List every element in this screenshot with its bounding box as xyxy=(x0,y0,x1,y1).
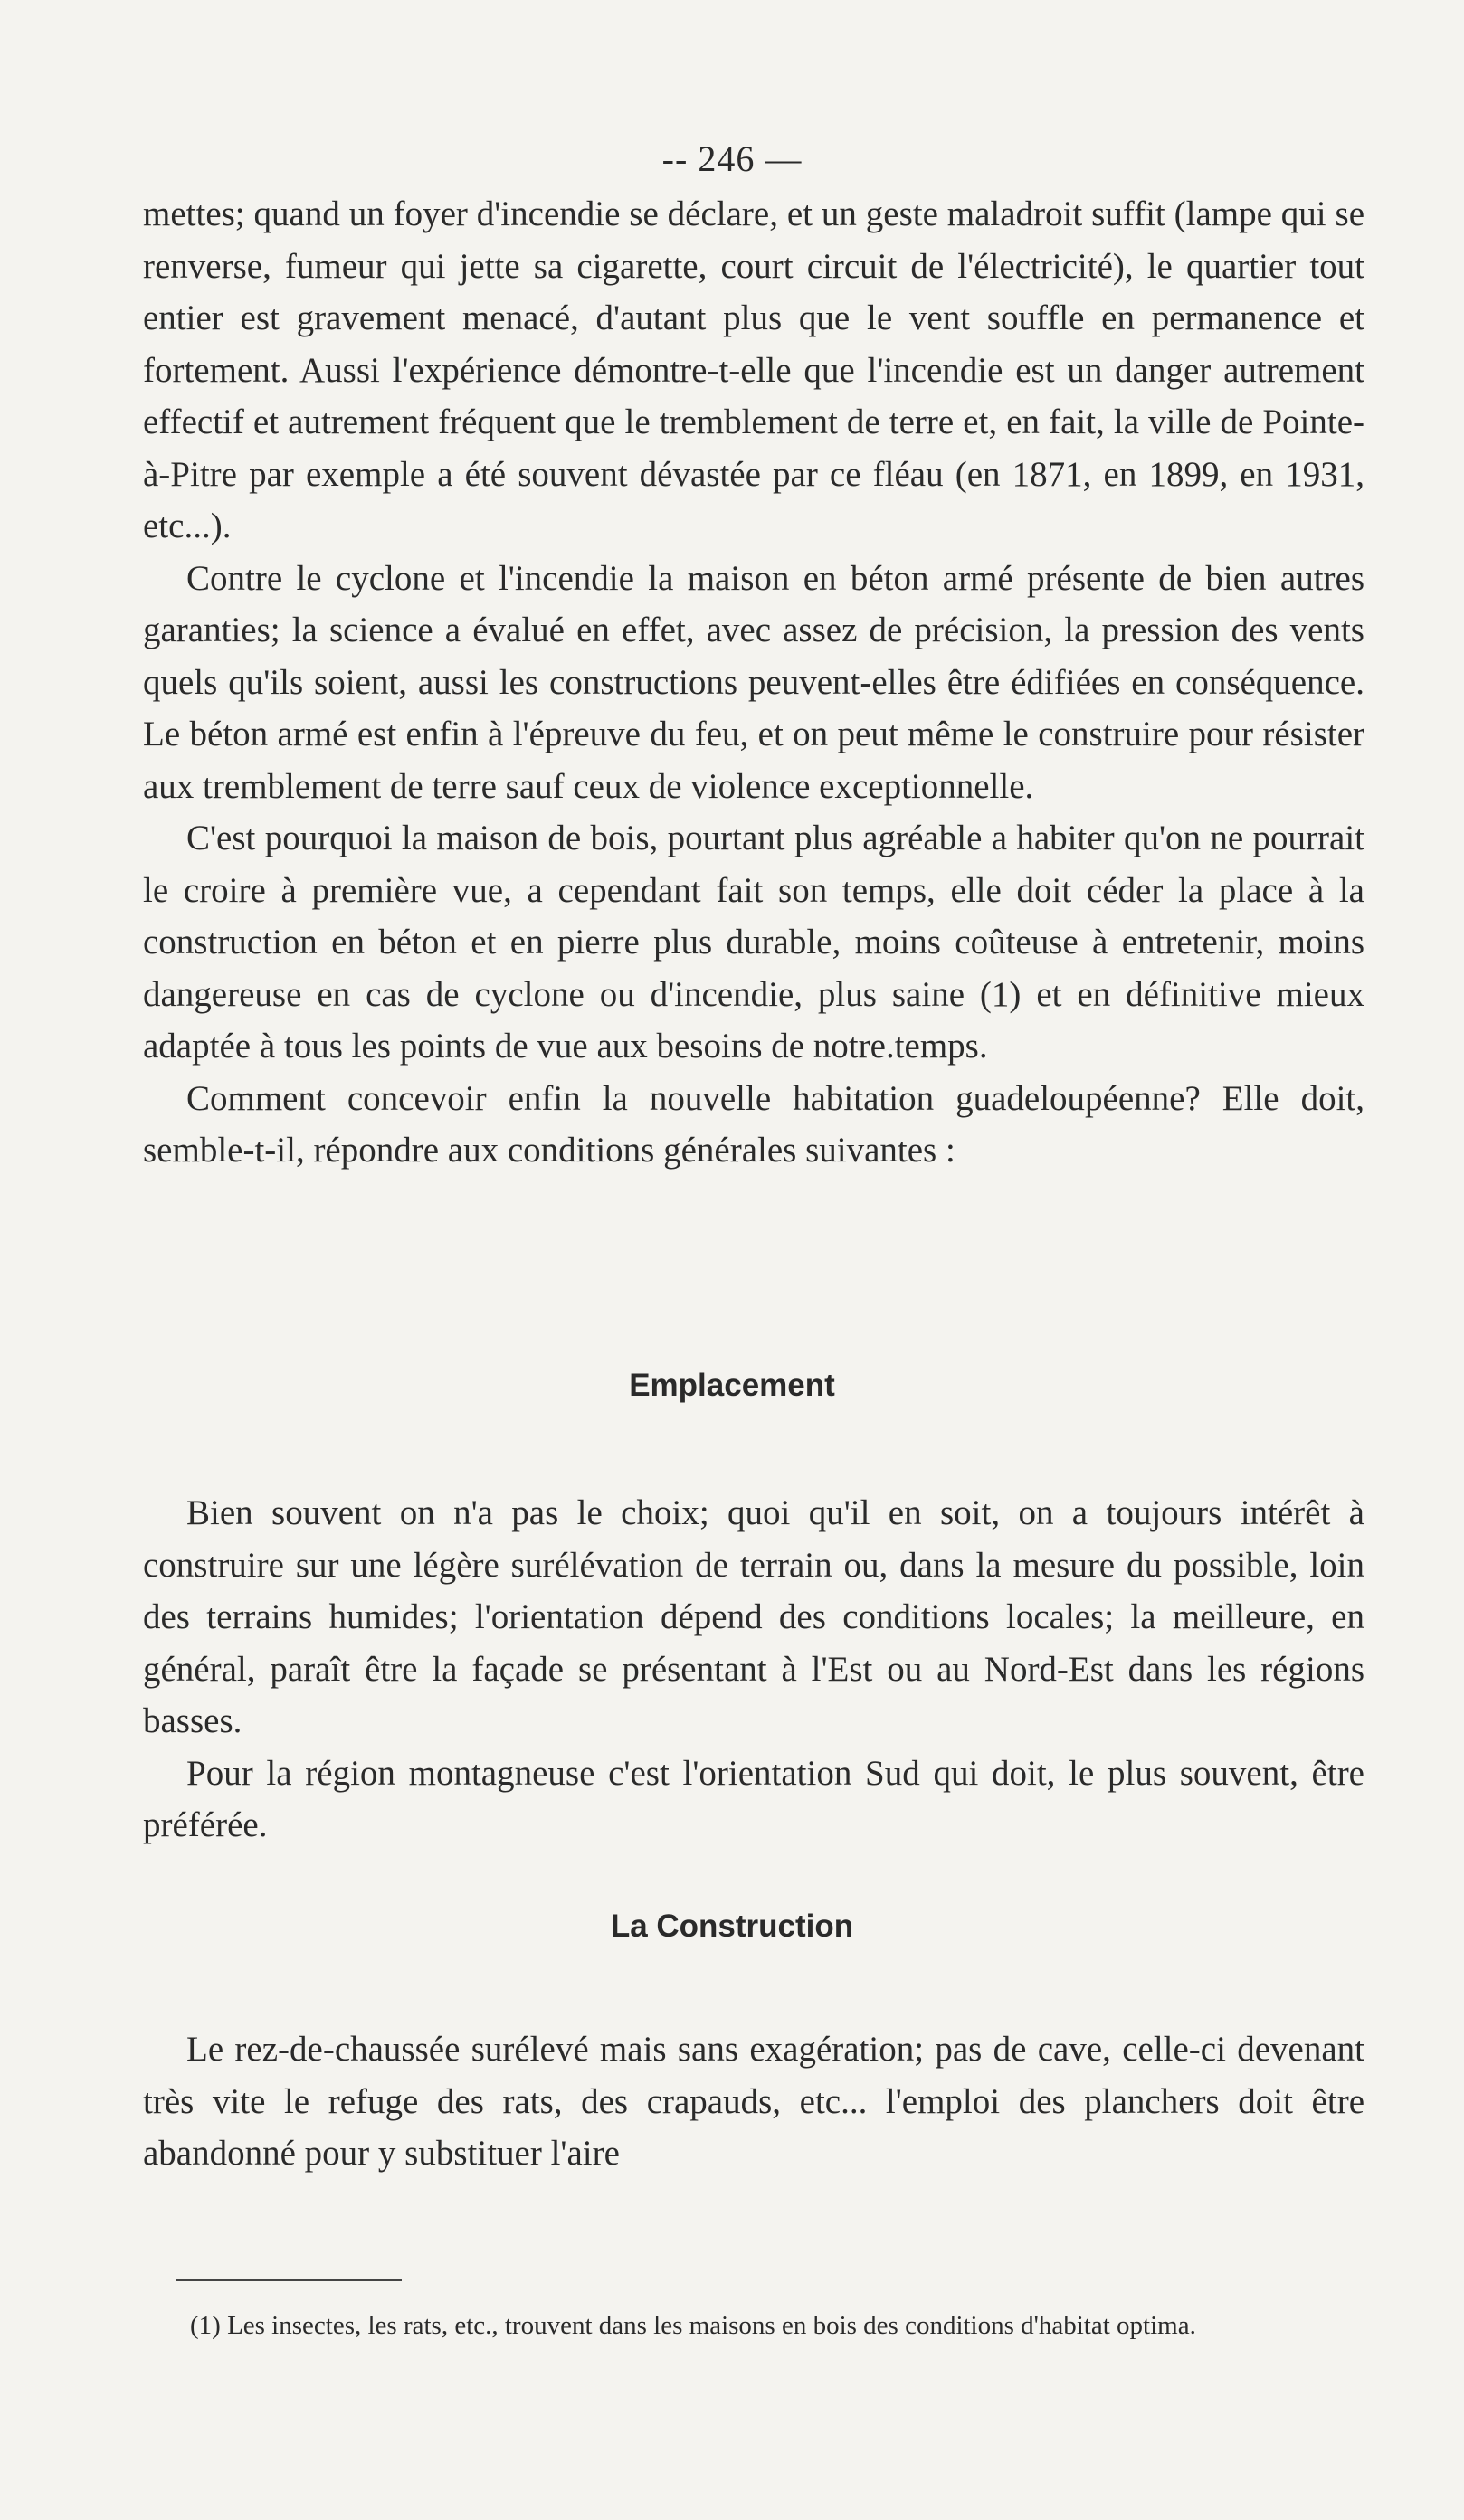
paragraph-reinforced-concrete: Contre le cyclone et l'incendie la maison en béton armé présente de bien autres garanties; la science a évalué en effet, avec assez de précision, la pression des vents quels qu'ils soient, aussi les constructions peuvent-elles être édifiées en conséquence. Le béton armé est enfin à l'épreuve du feu, et on peut même le construire pour résister aux tremblement de terre sauf ceux de violence exceptionnelle. xyxy=(143,558,1364,806)
heading-construction: La Construction xyxy=(610,1909,854,1944)
text-block-intro xyxy=(143,188,1364,1177)
footnote: (1) Les insectes, les rats, etc., trouvent dans les maisons en bois des conditions d'habitat optima. xyxy=(190,2311,1196,2340)
page-number: -- 246 — xyxy=(661,138,803,179)
paragraph-site-choice: Bien souvent on n'a pas le choix; quoi qu'il en soit, on a toujours intérêt à construire sur une légère surélévation de terrain ou, dans la mesure du possible, loin des terrains humides; l'orientation dépend des conditions locales; la meilleure, en général, paraît être la façade se présentant à l'Est ou au Nord-Est dans les régions basses. xyxy=(143,1493,1364,1740)
paragraph-new-dwelling: Comment concevoir enfin la nouvelle habitation guadeloupéenne? Elle doit, semble-t-il, répondre aux conditions générales suivantes : xyxy=(143,1078,1364,1170)
footnote-divider xyxy=(176,2279,402,2281)
text-block-emplacement xyxy=(143,1487,1364,1852)
paragraph-ground-floor: Le rez-de-chaussée surélevé mais sans exagération; pas de cave, celle-ci devenant très vite le refuge des rats, des crapauds, etc... l'emploi des planchers doit être abandonné pour y substituer l'aire xyxy=(143,2030,1364,2173)
paragraph-wooden-house: C'est pourquoi la maison de bois, pourtant plus agréable a habiter qu'on ne pourrait le croire à première vue, a cependant fait son temps, elle doit céder la place à la construction en béton et en pierre plus durable, moins coûteuse à entretenir, moins dangereuse en cas de cyclone ou d'incendie, plus saine (1) et en définitive mieux adaptée à tous les points de vue aux besoins de notre.temps. xyxy=(143,819,1364,1066)
heading-emplacement: Emplacement xyxy=(629,1368,835,1403)
paragraph-fire-risk: mettes; quand un foyer d'incendie se déclare, et un geste maladroit suffit (lampe qui se renverse, fumeur qui jette sa cigarette, court circuit de l'électricité), le quartier tout entier est gravement menacé, d'autant plus que le vent souffle en permanence et fortement. Aussi l'expérience démontre-t-elle que l'incendie est un danger autrement effectif et autrement fréquent que le tremblement de terre et, en fait, la ville de Pointe-à-Pitre par exemple a été souvent dévastée par ce fléau (en 1871, en 1899, en 1931, etc...). xyxy=(143,194,1364,545)
paragraph-mountain-orientation: Pour la région montagneuse c'est l'orientation Sud qui doit, le plus souvent, être préférée. xyxy=(143,1753,1364,1844)
text-block-construction xyxy=(143,2023,1364,2180)
